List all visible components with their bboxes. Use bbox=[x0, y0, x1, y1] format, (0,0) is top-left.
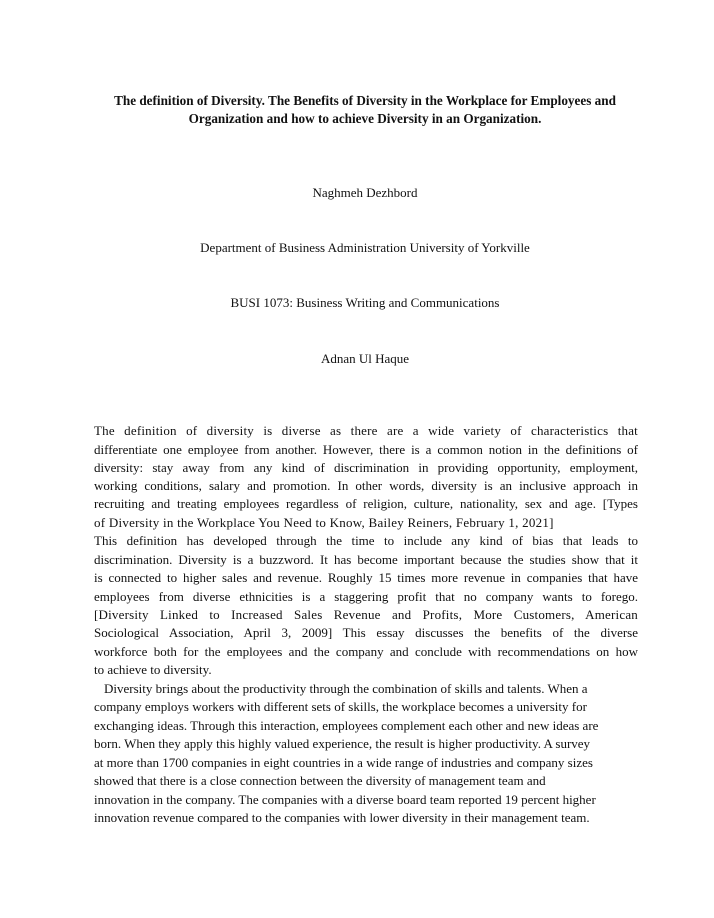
body-line-10: employees from diverse ethnicities is a staggering profit that no company wants to forego. bbox=[94, 589, 638, 604]
body-line-22: innovation revenue compared to the companies with lower diversity in their management team. bbox=[94, 810, 590, 825]
document-title: The definition of Diversity. The Benefits of Diversity in the Workplace for Employees and Organization and how to achieve Diversity in an Organization. bbox=[114, 93, 616, 126]
body-line-6: of Diversity in the Workplace You Need to Know, Bailey Reiners, February 1, 2021] bbox=[94, 515, 554, 530]
author-name: Naghmeh Dezhbord bbox=[312, 185, 418, 200]
body-line-12: Sociological Association, April 3, 2009] This essay discusses the benefits of the diverse bbox=[94, 625, 638, 640]
body-line-4: working conditions, salary and promotion. In other words, diversity is an inclusive approach in bbox=[94, 478, 638, 493]
body-line-8: discrimination. Diversity is a buzzword. It has become important because the studies show that it bbox=[94, 552, 638, 567]
body-line-9: is connected to higher sales and revenue. Roughly 15 times more revenue in companies that have bbox=[94, 570, 638, 585]
body-line-11: [Diversity Linked to Increased Sales Revenue and Profits, More Customers, American bbox=[94, 607, 638, 622]
body-line-21: innovation in the company. The companies with a diverse board team reported 19 percent higher bbox=[94, 792, 596, 807]
department-line: Department of Business Administration University of Yorkville bbox=[200, 240, 530, 255]
body-line-19: at more than 1700 companies in eight countries in a wide range of industries and company sizes bbox=[94, 755, 593, 770]
instructor-name: Adnan Ul Haque bbox=[320, 351, 410, 366]
course-line: BUSI 1073: Business Writing and Communications bbox=[230, 295, 500, 310]
body-line-7: This definition has developed through the time to include any kind of bias that leads to bbox=[94, 533, 638, 548]
body-line-20: showed that there is a close connection between the diversity of management team and bbox=[94, 773, 546, 788]
body-line-13: workforce both for the employees and the company and conclude with recommendations on how bbox=[94, 644, 638, 659]
body-line-17: exchanging ideas. Through this interaction, employees complement each other and new ideas are bbox=[94, 718, 599, 733]
body-line-14: to achieve to diversity. bbox=[94, 662, 212, 677]
body-line-16: company employs workers with different sets of skills, the workplace becomes a university for bbox=[94, 699, 587, 714]
body-line-1: The definition of diversity is diverse as there are a wide variety of characteristics that bbox=[94, 423, 638, 438]
body-line-3: diversity: stay away from any kind of discrimination in providing opportunity, employment, bbox=[94, 460, 638, 475]
body-line-5: recruiting and treating employees regardless of religion, culture, nationality, sex and age. [Types bbox=[94, 496, 638, 511]
body-line-2: differentiate one employee from another. However, there is a common notion in the definitions of bbox=[94, 442, 638, 457]
body-line-18: born. When they apply this highly valued experience, the result is higher productivity. A survey bbox=[94, 736, 591, 751]
body-line-15: Diversity brings about the productivity through the combination of skills and talents. When a bbox=[104, 681, 588, 696]
